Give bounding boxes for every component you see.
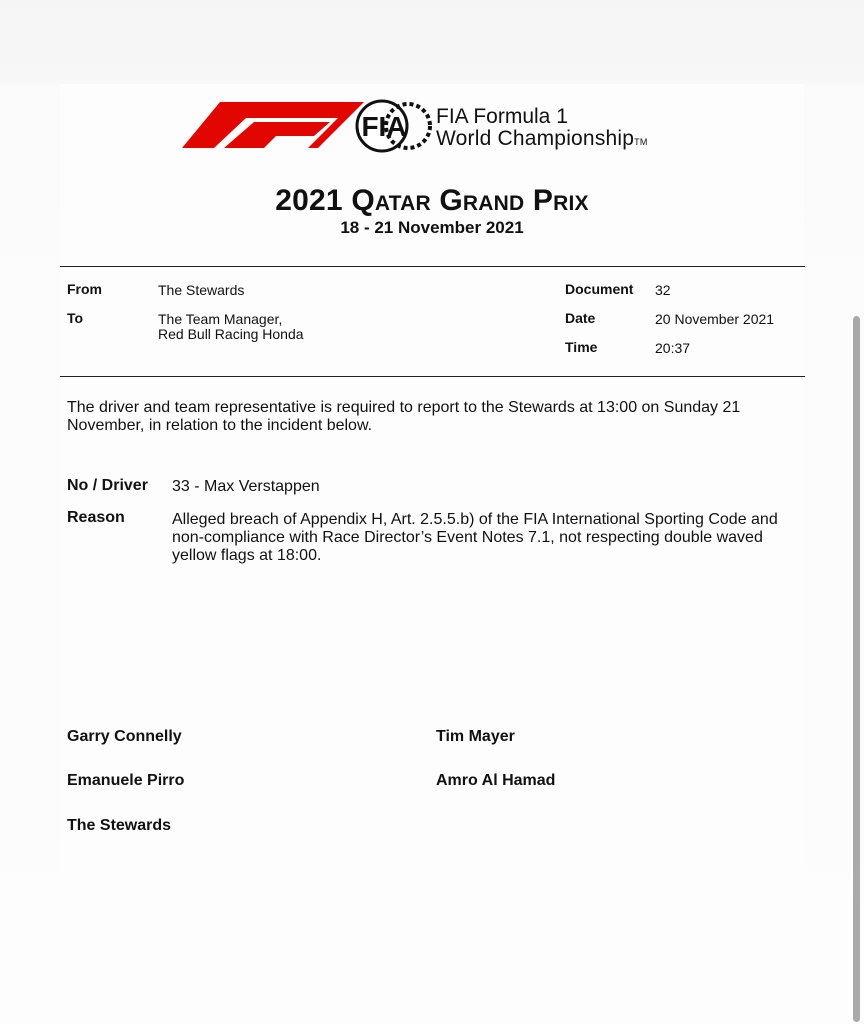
- logo-tm: TM: [634, 137, 648, 147]
- document-value: 32: [655, 282, 671, 298]
- fia-badge-text: FIA: [361, 111, 407, 142]
- fia-badge-icon: [357, 101, 430, 151]
- event-dates: 18 - 21 November 2021: [340, 218, 524, 237]
- driver-value: 33 - Max Verstappen: [172, 478, 320, 495]
- from-label: From: [67, 281, 102, 297]
- signatory-3: Emanuele Pirro: [67, 772, 185, 789]
- signatory-footer: The Stewards: [67, 817, 172, 834]
- signatory-1: Garry Connelly: [67, 728, 182, 745]
- signatory-4: Amro Al Hamad: [436, 772, 556, 789]
- document-label: Document: [565, 281, 634, 297]
- logo-line-1: FIA Formula 1: [436, 105, 568, 128]
- time-label: Time: [565, 339, 598, 355]
- meta-divider: [60, 376, 805, 377]
- header-divider: [60, 266, 805, 267]
- to-value-line-1: The Team Manager,: [158, 311, 283, 327]
- intro-paragraph: The driver and team representative is required to report to the Stewards at 13:00 on Sunday 21 November, in relation to the incident below.: [67, 399, 741, 434]
- logo-wordmark: [436, 106, 648, 153]
- page-title: 2021 Qatar Grand Prix: [275, 184, 589, 217]
- time-value: 20:37: [655, 340, 691, 356]
- vertical-scrollbar[interactable]: [853, 316, 860, 1022]
- to-label: To: [67, 310, 84, 326]
- logo-line-2: [436, 128, 648, 153]
- date-label: Date: [565, 310, 596, 326]
- driver-label: No / Driver: [67, 477, 148, 494]
- logo-line-2-text: World Championship: [436, 127, 635, 150]
- signatory-2: Tim Mayer: [436, 728, 515, 745]
- from-value: The Stewards: [158, 282, 245, 298]
- reason-label: Reason: [67, 509, 125, 526]
- to-value-line-2: Red Bull Racing Honda: [158, 326, 304, 342]
- reason-value: Alleged breach of Appendix H, Art. 2.5.5.b) of the FIA International Sporting Code and non-compliance with Race Director’s Event Notes 7.1, not respecting double waved yellow flags at 18:00.: [172, 511, 778, 564]
- date-value: 20 November 2021: [655, 311, 775, 327]
